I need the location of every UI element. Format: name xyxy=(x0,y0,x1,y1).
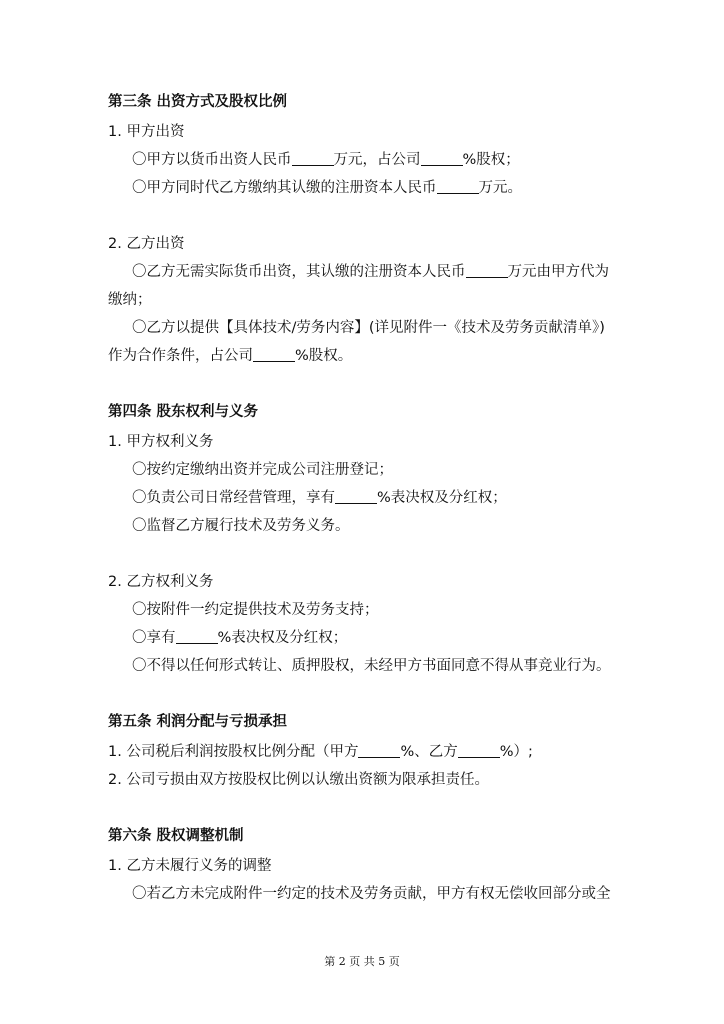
fill-in-blank xyxy=(176,629,218,644)
fill-in-blank xyxy=(437,179,479,194)
article-3-item-2-option-1 xyxy=(132,262,609,282)
article-3-item-2-option-2-cont xyxy=(108,346,352,366)
article-3-item-2-option-2: 〇乙方以提供【具体技术/劳务内容】(详见附件一《技术及劳务贡献清单》) xyxy=(132,320,605,336)
fill-in-blank xyxy=(253,347,295,362)
fill-in-blank xyxy=(358,743,400,758)
item-text: 1. 公司税后利润按股权比例分配（甲方 xyxy=(108,744,359,760)
fill-in-blank xyxy=(466,263,508,278)
item-text: %）; xyxy=(499,744,533,760)
article-3-item-1-option-1 xyxy=(132,150,520,170)
option-text: %表决权及分红权； xyxy=(377,490,507,506)
article-4-heading: 第四条 股东权利与义务 xyxy=(108,404,259,420)
option-text: 〇乙方无需实际货币出资，其认缴的注册资本人民币 xyxy=(132,264,466,280)
article-5-item-2: 2. 公司亏损由双方按股权比例以认缴出资额为限承担责任。 xyxy=(108,772,489,788)
article-4-item-1-title: 1. 甲方权利义务 xyxy=(108,434,214,450)
article-4-item-2-title: 2. 乙方权利义务 xyxy=(108,574,214,590)
option-text: 〇甲方以货币出资人民币 xyxy=(132,152,292,168)
article-3-item-2-option-1-cont: 缴纳； xyxy=(108,292,152,308)
fill-in-blank xyxy=(292,151,334,166)
article-6-item-1-title: 1. 乙方未履行义务的调整 xyxy=(108,858,272,874)
article-4-item-1-option-2 xyxy=(132,488,507,508)
article-6-heading: 第六条 股权调整机制 xyxy=(108,828,244,844)
article-4-item-2-option-2 xyxy=(132,628,347,648)
option-text: 万元，占公司 xyxy=(333,152,421,168)
article-5-heading: 第五条 利润分配与亏损承担 xyxy=(108,714,288,730)
article-4-item-1-option-3: 〇监督乙方履行技术及劳务义务。 xyxy=(132,518,350,534)
article-3-item-2-title: 2. 乙方出资 xyxy=(108,236,185,252)
option-text: 作为合作条件，占公司 xyxy=(108,348,253,364)
item-text: %、乙方 xyxy=(400,744,458,760)
article-4-item-1-option-1: 〇按约定缴纳出资并完成公司注册登记； xyxy=(132,462,393,478)
option-text: %股权。 xyxy=(295,348,353,364)
fill-in-blank xyxy=(458,743,500,758)
article-3-item-1-option-2 xyxy=(132,178,522,198)
option-text: 万元。 xyxy=(478,180,522,196)
option-text: 〇负责公司日常经营管理，享有 xyxy=(132,490,335,506)
article-3-item-1-title: 1. 甲方出资 xyxy=(108,124,185,140)
article-4-item-2-option-3: 〇不得以任何形式转让、质押股权，未经甲方书面同意不得从事竞业行为。 xyxy=(132,658,611,674)
article-3-heading: 第三条 出资方式及股权比例 xyxy=(108,94,288,110)
article-6-item-1-option-1: 〇若乙方未完成附件一约定的技术及劳务贡献，甲方有权无偿收回部分或全 xyxy=(132,886,611,902)
option-text: 〇甲方同时代乙方缴纳其认缴的注册资本人民币 xyxy=(132,180,437,196)
fill-in-blank xyxy=(421,151,463,166)
page-number-footer: 第 2 页 共 5 页 xyxy=(324,955,400,968)
option-text: 万元由甲方代为 xyxy=(507,264,609,280)
option-text: %股权； xyxy=(462,152,520,168)
article-4-item-2-option-1: 〇按附件一约定提供技术及劳务支持； xyxy=(132,602,379,618)
article-5-item-1 xyxy=(108,742,533,762)
fill-in-blank xyxy=(335,489,377,504)
option-text: %表决权及分红权； xyxy=(217,630,348,646)
option-text: 〇享有 xyxy=(132,630,176,646)
